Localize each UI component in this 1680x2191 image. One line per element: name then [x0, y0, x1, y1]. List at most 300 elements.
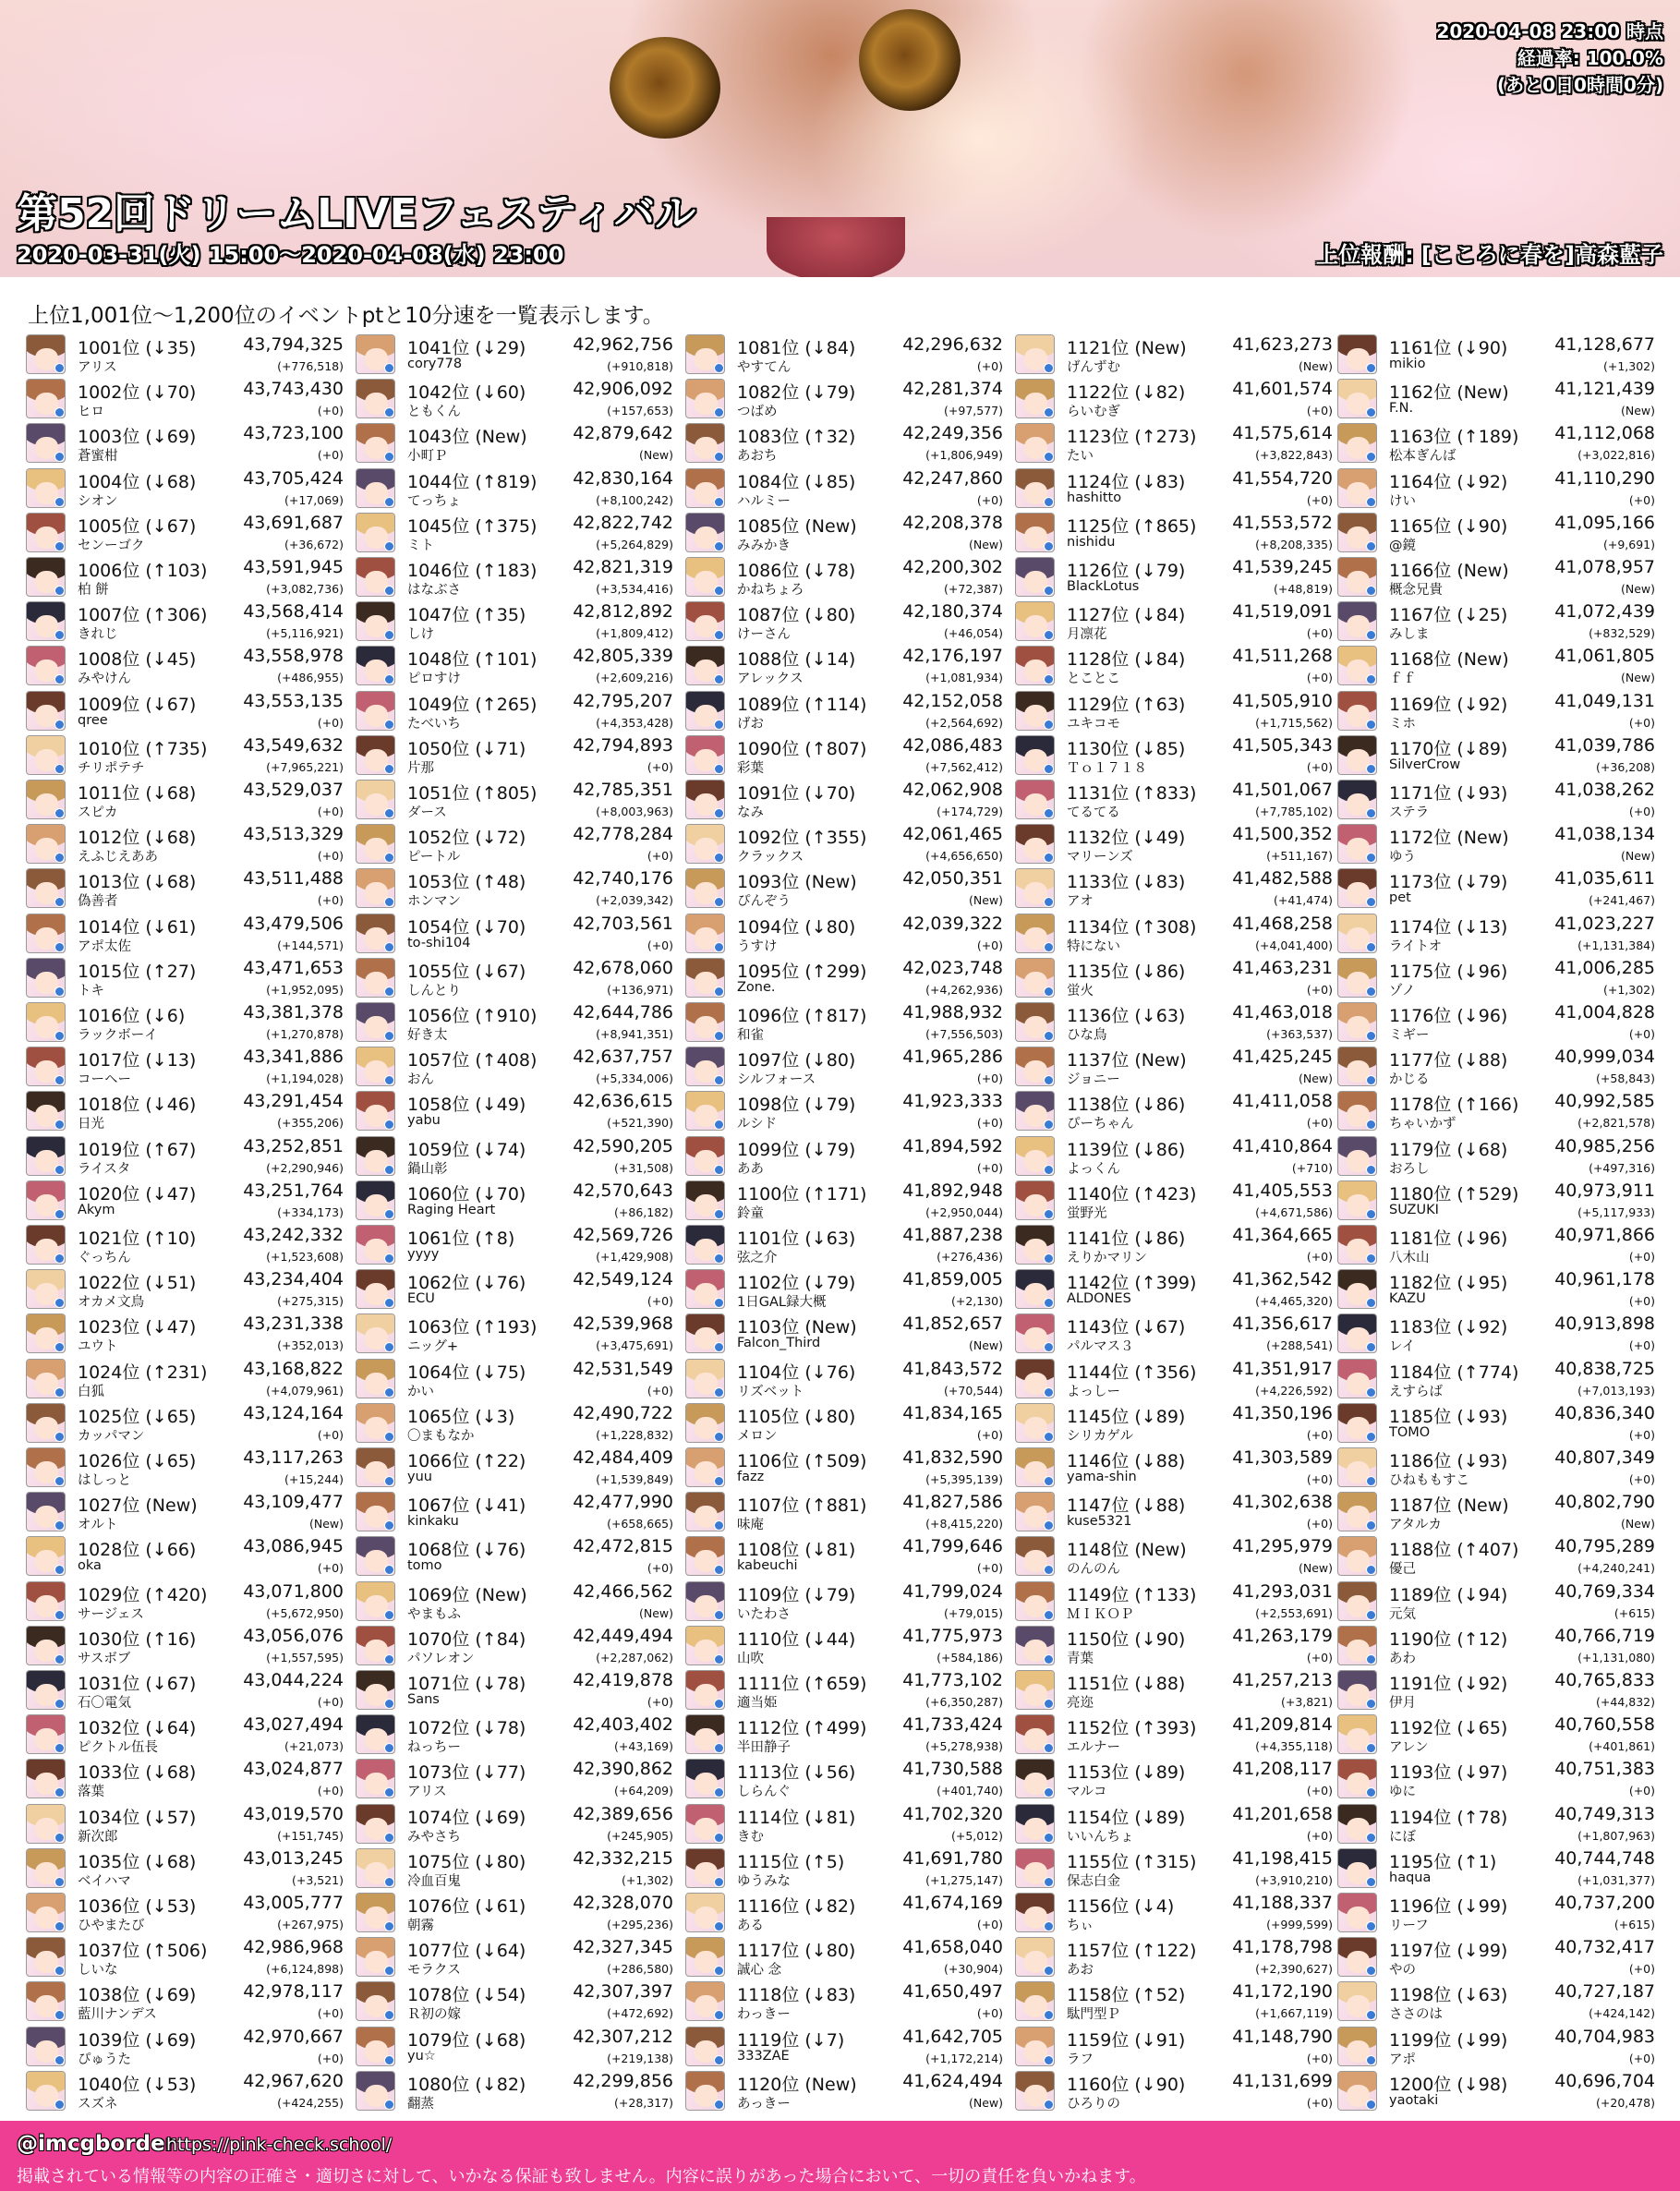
producer-name: yu☆ — [407, 2048, 436, 2064]
producer-name: マルコ — [1067, 1785, 1107, 1800]
producer-name: オルト — [78, 1518, 118, 1533]
ranking-row — [1337, 1446, 1655, 1490]
producer-name: いいんちょ — [1067, 1829, 1134, 1845]
rank-label: 1173位 (↓79) — [1389, 872, 1508, 893]
rank-label: 1128位 (↓84) — [1067, 649, 1186, 671]
avatar-icon — [356, 735, 395, 775]
event-points: 42,830,164 — [573, 467, 673, 489]
producer-name: かねちょろ — [737, 583, 804, 598]
ten-minute-speed: (+0) — [976, 1561, 1003, 1576]
producer-name: わっきー — [737, 2007, 791, 2023]
ten-minute-speed: (+86,182) — [614, 1204, 673, 1219]
ranking-row — [356, 377, 673, 421]
ten-minute-speed: (+4,355,118) — [1255, 1739, 1333, 1754]
avatar-icon — [1015, 646, 1055, 685]
rank-label: 1156位 (↓4) — [1067, 1896, 1175, 1917]
ranking-row — [1337, 1935, 1655, 1979]
event-points: 42,152,058 — [902, 690, 1003, 711]
avatar-icon — [356, 334, 395, 374]
rank-label: 1066位 (↑22) — [407, 1451, 526, 1471]
producer-name: みみかき — [737, 538, 791, 553]
rank-label: 1115位 (↑5) — [737, 1851, 845, 1872]
ten-minute-speed: (+352,013) — [277, 1338, 344, 1353]
event-points: 43,242,332 — [243, 1225, 344, 1245]
producer-name: ゆに — [1389, 1785, 1416, 1800]
event-points: 43,471,653 — [243, 957, 344, 978]
event-points: 41,078,957 — [1554, 557, 1655, 577]
avatar-icon — [356, 1313, 395, 1353]
ranking-row — [1337, 956, 1655, 1000]
rank-label: 1123位 (↑273) — [1067, 427, 1197, 448]
rank-label: 1125位 (↑865) — [1067, 515, 1197, 537]
producer-name: mikio — [1389, 357, 1426, 371]
producer-name: ヒロ — [78, 405, 104, 420]
ranking-row — [26, 1000, 344, 1045]
rank-label: 1015位 (↑27) — [78, 961, 197, 982]
rank-label: 1169位 (↓92) — [1389, 694, 1508, 715]
ranking-row — [26, 511, 344, 555]
avatar-icon — [685, 1359, 725, 1398]
avatar-icon — [685, 1804, 725, 1844]
ranking-row — [356, 733, 673, 778]
ranking-row — [685, 778, 1003, 822]
rank-label: 1061位 (↑8) — [407, 1229, 515, 1249]
producer-name: たい — [1067, 449, 1094, 465]
ten-minute-speed: (New) — [1620, 404, 1655, 418]
site-link[interactable]: https://pink-check.school/ — [166, 2135, 393, 2155]
event-points: 42,176,197 — [902, 646, 1003, 667]
rank-label: 1043位 (New) — [407, 427, 527, 448]
producer-name: 日光 — [78, 1117, 104, 1132]
ranking-row — [685, 1668, 1003, 1713]
ten-minute-speed: (+4,079,961) — [266, 1383, 344, 1398]
event-points: 41,500,352 — [1232, 824, 1333, 845]
ranking-row — [1337, 1580, 1655, 1624]
rank-label: 1114位 (↓81) — [737, 1807, 856, 1828]
rank-label: 1186位 (↓93) — [1389, 1451, 1508, 1471]
event-points: 41,834,165 — [902, 1402, 1003, 1423]
ten-minute-speed: (+276,436) — [937, 1250, 1003, 1264]
avatar-icon — [356, 824, 395, 864]
producer-name: ささのは — [1389, 2007, 1443, 2023]
ten-minute-speed: (+0) — [1306, 404, 1333, 418]
avatar-icon — [685, 1091, 725, 1131]
producer-name: 青葉 — [1067, 1651, 1094, 1666]
event-points: 40,795,289 — [1554, 1536, 1655, 1557]
event-points: 42,281,374 — [902, 379, 1003, 400]
producer-name: 藍川ナンデス — [78, 2007, 157, 2023]
rank-label: 1070位 (↑84) — [407, 1628, 526, 1650]
ten-minute-speed: (+1,275,147) — [925, 1872, 1003, 1887]
event-points: 41,198,415 — [1232, 1847, 1333, 1869]
rank-label: 1055位 (↓67) — [407, 961, 526, 982]
producer-name: たべいち — [407, 716, 461, 732]
rank-label: 1042位 (↓60) — [407, 382, 526, 404]
avatar-icon — [685, 1536, 725, 1576]
rank-label: 1013位 (↓68) — [78, 872, 197, 893]
producer-name: はなぶさ — [407, 583, 461, 598]
rank-label: 1184位 (↑774) — [1389, 1362, 1519, 1383]
avatar-icon — [1015, 1581, 1055, 1621]
ranking-row — [356, 1979, 673, 2024]
avatar-icon — [26, 1269, 66, 1309]
header-banner — [0, 0, 1680, 277]
event-points: 42,477,990 — [573, 1492, 673, 1513]
rank-label: 1057位 (↑408) — [407, 1050, 538, 1071]
avatar-icon — [1015, 1492, 1055, 1531]
producer-name: つばめ — [737, 405, 778, 420]
event-points: 40,961,178 — [1554, 1269, 1655, 1290]
producer-name: 新次郎 — [78, 1829, 118, 1845]
producer-name: 落葉 — [78, 1785, 104, 1800]
avatar-icon — [1015, 2027, 1055, 2066]
ten-minute-speed: (+3,821) — [1280, 1695, 1333, 1709]
rank-label: 1012位 (↓68) — [78, 828, 197, 849]
producer-name: ニッグ+ — [407, 1339, 459, 1355]
event-points: 41,295,979 — [1232, 1536, 1333, 1557]
ten-minute-speed: (+1,228,832) — [596, 1427, 673, 1442]
avatar-icon — [1337, 780, 1377, 819]
producer-name: ベイハマ — [78, 1873, 131, 1889]
rank-label: 1157位 (↑122) — [1067, 1941, 1197, 1962]
twitter-handle[interactable]: @imcgborder — [17, 2132, 175, 2156]
character-eye-right — [859, 9, 961, 111]
ten-minute-speed: (+3,534,416) — [596, 582, 673, 596]
event-points: 42,299,856 — [573, 2070, 673, 2091]
ranking-row — [1015, 1757, 1333, 1801]
producer-name: 亮迩 — [1067, 1696, 1094, 1711]
avatar-icon — [1015, 468, 1055, 508]
producer-name: けい — [1389, 493, 1416, 509]
ten-minute-speed: (New) — [1298, 1071, 1333, 1086]
avatar-icon — [685, 1002, 725, 1042]
avatar-icon — [356, 1937, 395, 1977]
event-points: 41,894,592 — [902, 1135, 1003, 1156]
rank-label: 1088位 (↓14) — [737, 649, 856, 671]
avatar-icon — [685, 868, 725, 908]
producer-name: おん — [407, 1072, 434, 1088]
ranking-row — [26, 689, 344, 733]
event-points: 41,350,196 — [1232, 1402, 1333, 1423]
ranking-row — [685, 733, 1003, 778]
intro-text: 上位1,001位〜1,200位のイベントptと10分速を一覧表示します。 — [28, 304, 664, 328]
rank-label: 1194位 (↑78) — [1389, 1807, 1508, 1828]
ranking-row — [356, 1935, 673, 1979]
producer-name: 蛍火 — [1067, 983, 1094, 999]
ten-minute-speed: (+497,316) — [1589, 1160, 1655, 1175]
producer-name: 適当姫 — [737, 1696, 778, 1711]
ten-minute-speed: (+0) — [1628, 1338, 1655, 1353]
rank-label: 1062位 (↓76) — [407, 1273, 526, 1294]
status-progress: 経過率: 100.0% — [1517, 47, 1663, 69]
avatar-icon — [685, 1848, 725, 1888]
rank-label: 1200位 (↓98) — [1389, 2074, 1508, 2095]
rank-label: 1138位 (↓86) — [1067, 1095, 1186, 1116]
producer-name: Akym — [78, 1202, 115, 1217]
ten-minute-speed: (+1,809,412) — [596, 626, 673, 641]
avatar-icon — [685, 1269, 725, 1309]
rank-label: 1014位 (↓61) — [78, 916, 197, 938]
ranking-row — [685, 1802, 1003, 1846]
event-points: 41,410,864 — [1232, 1135, 1333, 1156]
event-points: 41,061,805 — [1554, 646, 1655, 667]
ten-minute-speed: (+584,186) — [937, 1650, 1003, 1664]
ranking-row — [1015, 1935, 1333, 1979]
event-points: 41,188,337 — [1232, 1893, 1333, 1913]
event-points: 41,702,320 — [902, 1803, 1003, 1824]
rank-label: 1048位 (↑101) — [407, 649, 538, 671]
event-points: 40,732,417 — [1554, 1937, 1655, 1958]
ranking-row — [1015, 555, 1333, 599]
ten-minute-speed: (+0) — [1306, 626, 1333, 641]
producer-name: げんずむ — [1067, 360, 1120, 375]
producer-name: てっちょ — [407, 493, 461, 509]
ten-minute-speed: (+44,832) — [1596, 1695, 1655, 1709]
avatar-icon — [685, 1981, 725, 2021]
avatar-icon — [356, 423, 395, 463]
rank-label: 1072位 (↓78) — [407, 1718, 526, 1739]
avatar-icon — [26, 868, 66, 908]
ten-minute-speed: (+5,012) — [950, 1828, 1003, 1843]
rank-label: 1068位 (↓76) — [407, 1540, 526, 1561]
producer-name: TOMO — [1389, 1424, 1431, 1440]
ten-minute-speed: (+0) — [1628, 1027, 1655, 1041]
avatar-icon — [1015, 780, 1055, 819]
avatar-icon — [685, 1225, 725, 1265]
ranking-row — [1337, 912, 1655, 956]
ranking-row — [1337, 1891, 1655, 1935]
event-points: 42,636,615 — [573, 1091, 673, 1112]
producer-name: nishidu — [1067, 534, 1116, 550]
event-points: 42,307,397 — [573, 1981, 673, 2003]
event-points: 41,293,031 — [1232, 1580, 1333, 1602]
rank-label: 1191位 (↓92) — [1389, 1674, 1508, 1694]
rank-label: 1076位 (↓61) — [407, 1896, 526, 1917]
rank-label: 1183位 (↓92) — [1389, 1317, 1508, 1338]
producer-name: ちゃいかず — [1389, 1117, 1456, 1132]
rank-label: 1004位 (↓68) — [78, 471, 197, 492]
event-points: 41,733,424 — [902, 1714, 1003, 1736]
event-points: 41,623,273 — [1232, 334, 1333, 355]
producer-name: カッパマン — [78, 1428, 145, 1444]
event-points: 43,231,338 — [243, 1313, 344, 1335]
avatar-icon — [685, 1893, 725, 1932]
rank-label: 1006位 (↑103) — [78, 561, 208, 581]
rank-label: 1009位 (↓67) — [78, 694, 197, 715]
ranking-row — [356, 956, 673, 1000]
rank-label: 1189位 (↓94) — [1389, 1584, 1508, 1605]
event-points: 43,705,424 — [243, 467, 344, 489]
avatar-icon — [26, 1492, 66, 1531]
avatar-icon — [685, 1937, 725, 1977]
producer-name: ミホ — [1389, 716, 1416, 732]
rank-label: 1120位 (New) — [737, 2074, 857, 2095]
avatar-icon — [26, 780, 66, 819]
producer-name: あお — [1067, 1963, 1094, 1979]
event-points: 42,785,351 — [573, 780, 673, 800]
ranking-row — [356, 1446, 673, 1490]
ten-minute-speed: (+3,022,816) — [1577, 448, 1655, 463]
ranking-row — [1015, 1000, 1333, 1045]
ranking-row — [26, 1891, 344, 1935]
ten-minute-speed: (+1,302) — [1602, 359, 1655, 373]
event-points: 42,389,656 — [573, 1803, 673, 1824]
avatar-icon — [356, 1403, 395, 1443]
event-points: 42,590,205 — [573, 1135, 673, 1156]
avatar-icon — [685, 423, 725, 463]
producer-name: ラフ — [1067, 2052, 1094, 2067]
ranking-row — [356, 1891, 673, 1935]
producer-name: ユキコモ — [1067, 716, 1120, 732]
avatar-icon — [685, 1759, 725, 1798]
event-points: 42,247,860 — [902, 467, 1003, 489]
event-points: 43,252,851 — [243, 1135, 344, 1156]
ranking-row — [26, 778, 344, 822]
event-points: 43,529,037 — [243, 780, 344, 800]
producer-name: SUZUKI — [1389, 1202, 1439, 1217]
avatar-icon — [356, 691, 395, 731]
ranking-column — [685, 333, 1003, 2113]
rank-label: 1170位 (↓89) — [1389, 738, 1508, 759]
event-points: 42,778,284 — [573, 824, 673, 845]
ranking-row — [26, 1846, 344, 1891]
producer-name: シリカゲル — [1067, 1428, 1134, 1444]
producer-name: アレックス — [737, 672, 804, 687]
event-points: 41,553,572 — [1232, 512, 1333, 533]
ten-minute-speed: (+6,124,898) — [266, 1962, 344, 1977]
producer-name: F.N. — [1389, 401, 1414, 417]
producer-name: サスボブ — [78, 1651, 131, 1666]
ranking-row — [1015, 377, 1333, 421]
ten-minute-speed: (New) — [968, 1338, 1003, 1353]
rank-label: 1044位 (↑819) — [407, 471, 538, 492]
avatar-icon — [356, 1180, 395, 1220]
avatar-icon — [1337, 468, 1377, 508]
ten-minute-speed: (+0) — [1628, 805, 1655, 818]
rank-label: 1145位 (↓89) — [1067, 1406, 1186, 1427]
event-points: 41,827,586 — [902, 1492, 1003, 1513]
avatar-icon — [1337, 691, 1377, 731]
avatar-icon — [1015, 1670, 1055, 1710]
event-points: 41,148,790 — [1232, 2026, 1333, 2047]
rank-label: 1065位 (↓3) — [407, 1406, 515, 1427]
ranking-row — [1337, 1134, 1655, 1179]
event-points: 42,039,322 — [902, 913, 1003, 934]
producer-name: 〇まもなか — [407, 1428, 475, 1444]
ranking-row — [26, 956, 344, 1000]
ten-minute-speed: (+15,244) — [284, 1472, 344, 1486]
status-time: 2020-04-08 23:00 時点 — [1436, 20, 1663, 42]
event-points: 43,251,764 — [243, 1180, 344, 1201]
avatar-icon — [1015, 914, 1055, 953]
producer-name: 山吹 — [737, 1651, 764, 1666]
ranking-row — [1337, 466, 1655, 511]
rank-label: 1050位 (↓71) — [407, 738, 526, 759]
rank-label: 1081位 (↓84) — [737, 338, 856, 358]
producer-name: えすらば — [1389, 1384, 1443, 1399]
event-points: 41,364,665 — [1232, 1225, 1333, 1245]
ranking-grid — [26, 333, 1655, 2113]
event-points: 41,539,245 — [1232, 557, 1333, 577]
avatar-icon — [1337, 1313, 1377, 1353]
avatar-icon — [1337, 1981, 1377, 2021]
ten-minute-speed: (+0) — [647, 1561, 673, 1576]
ten-minute-speed: (+3,822,843) — [1255, 448, 1333, 463]
rank-label: 1134位 (↑308) — [1067, 916, 1197, 938]
producer-name: ホンマン — [407, 894, 461, 910]
producer-name: Ｔｏ１７１８ — [1067, 760, 1147, 776]
ten-minute-speed: (+1,081,934) — [925, 671, 1003, 685]
ranking-row — [356, 2025, 673, 2069]
rank-label: 1106位 (↑509) — [737, 1451, 867, 1471]
rank-label: 1094位 (↓80) — [737, 916, 856, 938]
rank-label: 1175位 (↓96) — [1389, 961, 1508, 982]
ranking-row — [1015, 1802, 1333, 1846]
event-points: 41,988,932 — [902, 1002, 1003, 1023]
ten-minute-speed: (+521,390) — [607, 1116, 673, 1131]
producer-name: ゆうみな — [737, 1873, 791, 1889]
ten-minute-speed: (+5,116,921) — [266, 626, 344, 641]
ten-minute-speed: (+511,167) — [1266, 849, 1333, 864]
rank-label: 1018位 (↓46) — [78, 1095, 197, 1116]
event-points: 41,775,973 — [902, 1625, 1003, 1646]
ranking-row — [26, 1802, 344, 1846]
ten-minute-speed: (+0) — [1628, 1962, 1655, 1977]
event-points: 42,822,742 — [573, 512, 673, 533]
ten-minute-speed: (+832,529) — [1589, 626, 1655, 641]
event-points: 41,554,720 — [1232, 467, 1333, 489]
avatar-icon — [26, 1893, 66, 1932]
event-points: 41,468,258 — [1232, 913, 1333, 934]
ranking-row — [1015, 421, 1333, 466]
producer-name: 蒼蜜柑 — [78, 449, 118, 465]
ten-minute-speed: (+0) — [647, 938, 673, 952]
avatar-icon — [26, 2027, 66, 2066]
rank-label: 1071位 (↓78) — [407, 1674, 526, 1694]
rank-label: 1117位 (↓80) — [737, 1941, 856, 1962]
avatar-icon — [685, 557, 725, 597]
rank-label: 1155位 (↑315) — [1067, 1851, 1197, 1872]
event-points: 43,019,570 — [243, 1803, 344, 1824]
event-points: 43,743,430 — [243, 379, 344, 400]
ranking-row — [356, 1802, 673, 1846]
event-points: 41,351,917 — [1232, 1358, 1333, 1379]
avatar-icon — [26, 1091, 66, 1131]
event-points: 43,513,329 — [243, 824, 344, 845]
ten-minute-speed: (+0) — [317, 404, 344, 418]
rank-label: 1176位 (↓96) — [1389, 1006, 1508, 1026]
ten-minute-speed: (+295,236) — [607, 1918, 673, 1931]
ranking-row — [356, 866, 673, 911]
ten-minute-speed: (+8,208,335) — [1255, 537, 1333, 551]
avatar-icon — [26, 1981, 66, 2021]
ranking-row — [685, 377, 1003, 421]
ranking-row — [356, 1045, 673, 1089]
avatar-icon — [685, 2027, 725, 2066]
event-points: 43,591,945 — [243, 557, 344, 577]
producer-name: サージェス — [78, 1606, 144, 1622]
avatar-icon — [685, 1714, 725, 1754]
rank-label: 1092位 (↑355) — [737, 828, 867, 849]
ten-minute-speed: (+1,952,095) — [266, 982, 344, 997]
rank-label: 1025位 (↓65) — [78, 1406, 197, 1427]
rank-label: 1185位 (↓93) — [1389, 1406, 1508, 1427]
avatar-icon — [1337, 1047, 1377, 1086]
avatar-icon — [356, 1359, 395, 1398]
ten-minute-speed: (+5,117,933) — [1577, 1204, 1655, 1219]
event-points: 42,484,409 — [573, 1447, 673, 1468]
ten-minute-speed: (+30,904) — [944, 1962, 1003, 1977]
